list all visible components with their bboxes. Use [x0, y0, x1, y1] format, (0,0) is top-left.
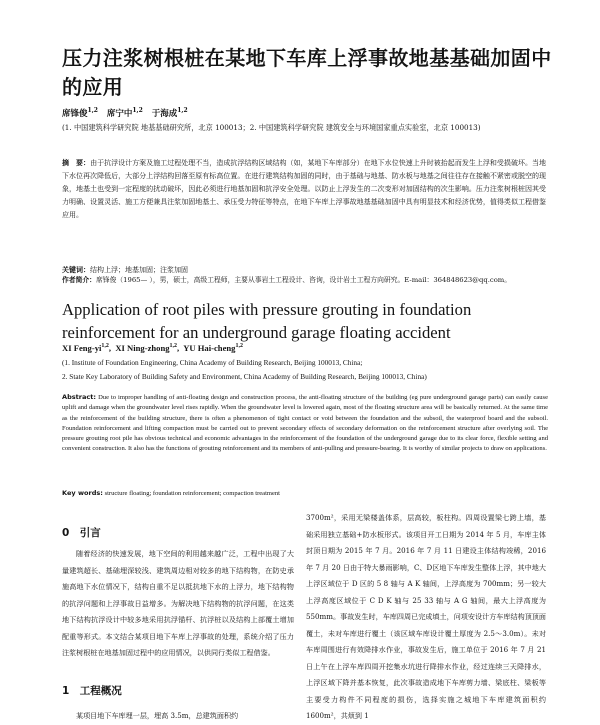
english-keywords: [62, 488, 548, 499]
english-abstract-text: Due to improper handling of anti-floating design and construction process, the anti-floating structure of the building (eg pure underground garage parts) can easily cause uplift and damage when the groundwater level rises rapidly. When the groundwater level is lowered again, most of the floating structure area will be basically returned. At the same time as the reinforcement of the building structure, there is often a phenomenon of tight contact or void between the foundation and the subsoil, the waterproof board and the subsoil. Foundation reinforcement and lifting compaction must be carried out to prevent secondary effects of secondary deformation on the reinforcement structure after overlying soil. The pressure grouting root pile has obvious technical and economic advantages in the reinforcement of the foundation of the underground garage due to its clear force, flexible setting and convenient construction. It also has the functions of grouting reinforcement and its members of anti-pulling and pressure-bearing. It is worthy of similar projects to draw on applications.: [62, 394, 548, 453]
section-heading-project-overview: 1 工程概况: [62, 685, 122, 697]
author-name: 于海成: [151, 109, 178, 119]
right-column-paragraph: 3700m²，采用无梁楼盖体系，层高较，板柱构。四周设置梁七跨上墙，基础采用独立基础+防水板形式。该项目开工日期为 2014 年 5 月，车库主体封顶日期为 2015 年 7 月。2016 年 7 月 11 日建设主体结构竣稀，2016 年 7 月 20 日由于特大暴雨影响，C、D区地下车库发生整体上浮，其中地大上浮区域位于 D 区的 5 8 轴与 A K 轴间，上浮高度为 700mm；另一较大上浮高度区域位于 C D K 轴与 25 33 轴与 A G 轴间，最大上浮高度为 550mm。事故发生时，车库四周已完成填土，问项安设计方车库结构顶顶面覆土，未对车库进行覆土（该区域车库设计覆土厚度为 2.5～3.0m）。未对车库周围进行有效降排水作业，事故发生后，施工单位于 2016 年 7 月 21 日上午在上浮车库四周开挖集水坑进行降排水作业，经过连续三天降排水，上浮区域下降并基本恢复，此次事故造成地下车库剪力墙、梁底柱、梁板等主要受力构件不同程度的损伤，选择实施之城地下车库建筑面积约 1600m²，共烦到 1: [306, 513, 546, 720]
author-affil-mark: 1,2: [87, 107, 98, 115]
author-name: XI Ning-zhong: [115, 343, 170, 353]
project-overview-paragraph: 某项目地下车库埋一层，埋高 3.5m，总建筑面积约: [76, 711, 239, 720]
author-affil-mark: 1,2: [177, 107, 188, 115]
chinese-abstract-text: 由于抗浮设计方案及施工过程处理不当，造成抗浮结构区域结构（如，某地下车库部分）在地下水位快速上升时被抬起而发生上浮和受损破坏。当地下水位再次降低后，大部分上浮结构回落至原有标高位置。在进行建筑结构加固的同时，由于基础与地基、防水板与地基之间往往存在接触不紧密或脱空的现象，地基土也受到一定程度的扰动破坏，因此必须进行地基加固和抗浮安全处理。以防止上浮发生的二次变形对加固结构的次生影响。压力注浆树根桩因其受力明确、设置灵活、施工方便兼具注浆加固地基土、承压受力特征等特点，在地下车库上浮事故地基基础加固中具有明显技术和经济优势，值得类似工程借鉴应用。: [62, 159, 547, 220]
author-name: YU Hai-cheng: [183, 343, 236, 353]
author-name: 席宁中: [106, 109, 133, 119]
author-affil-mark: 1,2: [169, 343, 178, 350]
english-abstract-label: Abstract:: [62, 393, 97, 401]
english-authors: XI Feng-yi$^{1,2}$, XI Ning-zhong$^{1,2}$, YU Hai-cheng$^{1,2}$: [62, 343, 243, 353]
english-keywords-label: Key words:: [62, 489, 103, 497]
chinese-keywords-text: 结构上浮；地基加固；注浆加固: [90, 266, 188, 274]
chinese-keywords-label: 关键词：: [62, 266, 90, 274]
author-name: 席锋俊: [62, 109, 88, 119]
english-keywords-text: structure floating; foundation reinforcement; compaction treatment: [104, 490, 280, 497]
author-biography-text: 席锋俊（1965— ），男，硕士，高级工程师，主要从事岩土工程设计、咨询，设计岩土工程方向研究。E-mail：364848623@qq.com。: [95, 276, 512, 284]
author-biography: [62, 276, 546, 286]
english-affiliation-line: (1. Institute of Foundation Engineering, China Academy of Building Research, Beijing 100013, China;: [62, 358, 363, 367]
english-title: Application of root piles with pressure grouting in foundation reinforcement for an underground garage floating accident: [62, 300, 472, 342]
chinese-abstract: [62, 157, 546, 222]
author-affil-mark: 1,2: [101, 343, 109, 350]
chinese-title: 压力注浆树根桩在某地下车库上浮事故地基基础加固中的应用: [62, 46, 552, 99]
chinese-abstract-label: 摘 要：: [62, 159, 91, 167]
chinese-keywords: [62, 265, 546, 276]
author-affil-mark: 1,2: [132, 107, 143, 115]
english-abstract: [62, 392, 548, 455]
section-heading-introduction: 0 引言: [62, 527, 101, 539]
english-affiliation: [62, 356, 548, 384]
author-affil-mark: 1,2: [235, 343, 243, 350]
chinese-authors: [62, 107, 188, 119]
author-biography-label: 作者简介：: [62, 276, 96, 284]
english-affiliation-line: 2. State Key Laboratory of Building Safety and Environment, China Academy of Building Research, Beijing 100013, China): [62, 372, 427, 381]
introduction-paragraph: 随着经济的快速发展，地下空间的利用越来越广泛，工程中出现了大量建筑超长、基础埋深较浅、建筑周边相对较多的地下结构物，在防史承施高地下水位情况下，结构自重不足以抵抗地下水的上浮力，地下结构物的抗浮问题和上浮事故日益增多。为解决地下结构物的抗浮问题，在这类地下结构抗浮设计中较多地采用抗浮锚杆、抗浮桩以及结构上部覆土增加配重等形式。本文结合某项目地下车库上浮事故的处理，系统介绍了压力注浆树根桩在地基加固过程中的应用情况，以供同行类似工程借鉴。: [62, 549, 294, 657]
chinese-affiliation: (1. 中国建筑科学研究院 地基基础研究所，北京 100013；2. 中国建筑科学研究院 建筑安全与环境国家重点实验室，北京 100013): [62, 123, 481, 132]
author-name: XI Feng-yi: [62, 343, 102, 353]
